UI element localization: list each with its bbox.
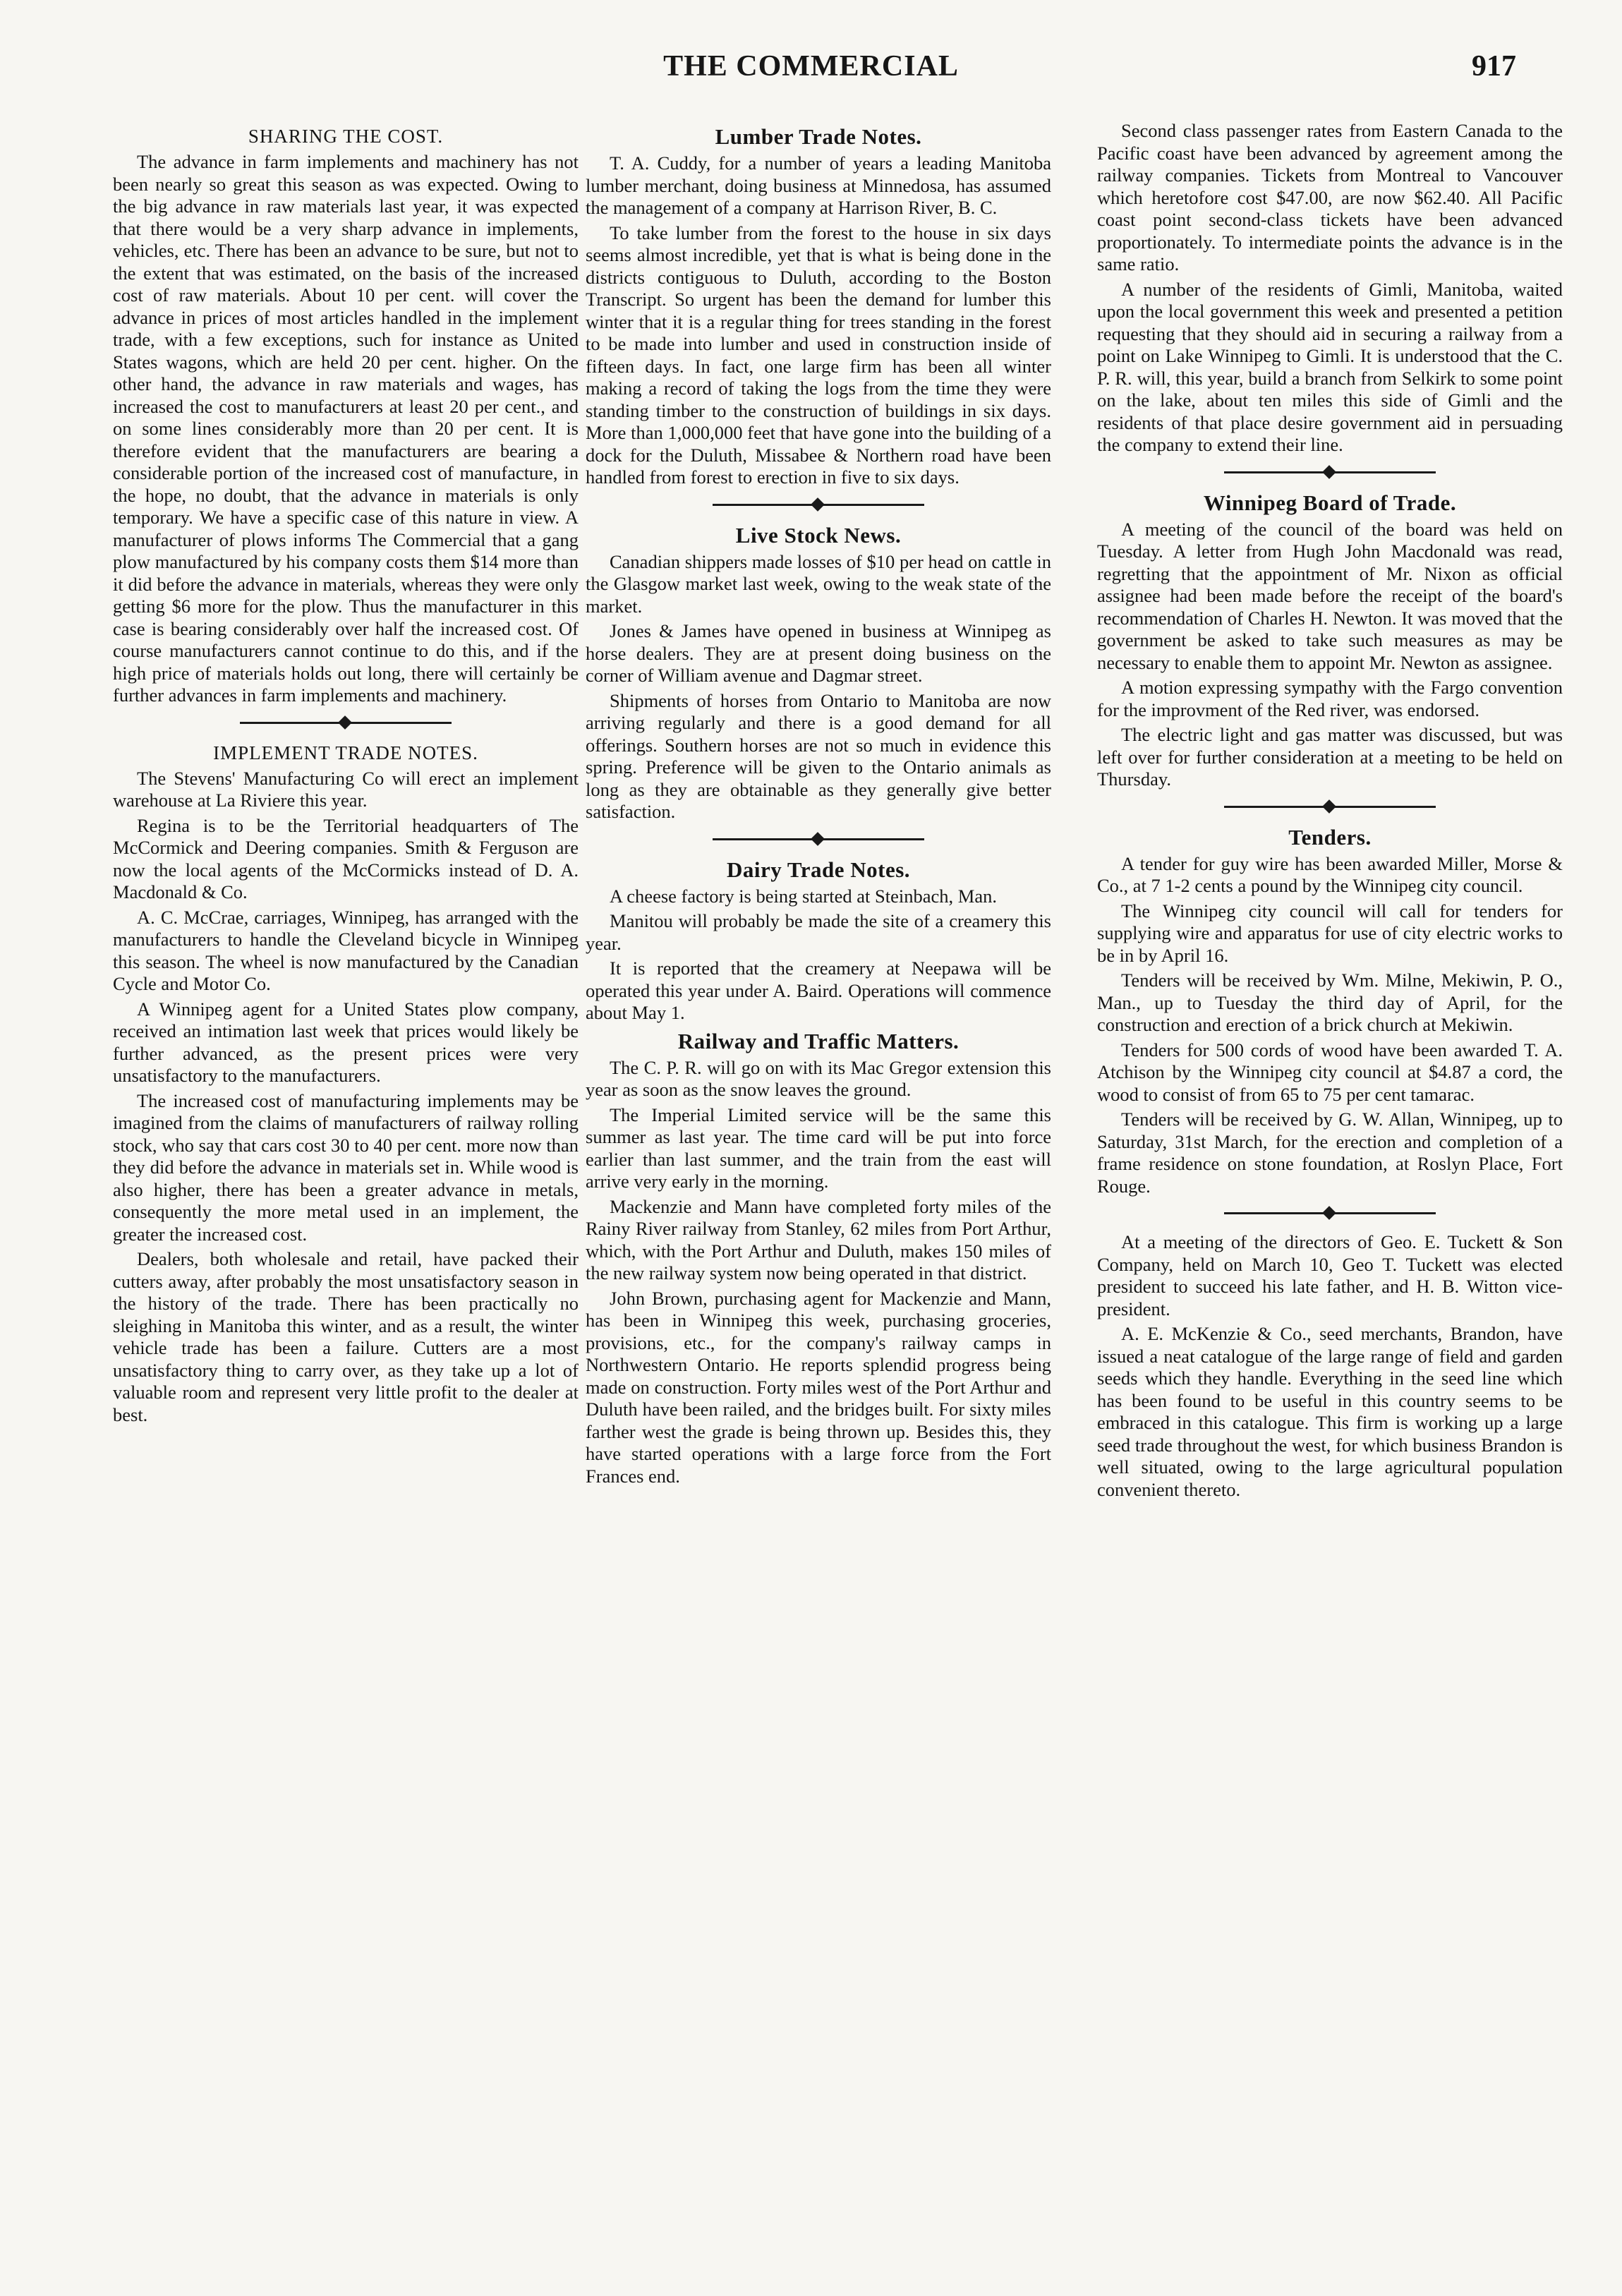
ornamental-divider	[1224, 464, 1436, 481]
article-paragraph: A number of the residents of Gimli, Manitoba, waited upon the local government this week and presented a petition requesting that they should aid in securing a railway from a point on Lake Winnipeg to Gimli. It is understood that the C. P. R. will, this year, build a branch from Selkirk to some point on the lake, about ten miles this side of Gimli and the residents of that place desire government aid in persuading the company to extend their line.	[1097, 278, 1563, 455]
column-2	[586, 120, 1051, 2265]
publication-title: THE COMMERCIAL	[663, 50, 959, 83]
section-heading: Live Stock News.	[735, 522, 902, 548]
ornamental-divider	[1224, 798, 1436, 815]
article-paragraph: A meeting of the council of the board was held on Tuesday. A letter from Hugh John Macdonald was read, regretting that the appointment of Mr. Nixon as official assignee had been made before the receipt of the board's recommendation of Charles H. Newton. It was moved that the government be asked to take such measures as may be necessary to enable them to appoint Mr. Newton as assignee.	[1097, 518, 1563, 673]
article-paragraph: The increased cost of manufacturing implements may be imagined from the claims of manufacturers of railway rolling stock, who say that cars cost 30 to 40 per cent. more now than they did before the advance in materials set in. While wood is also higher, there has been a greater advance in metals, consequently the more metal used in an implement, the greater the increased cost.	[113, 1089, 579, 1245]
column-3	[1097, 120, 1563, 2265]
section-heading: Lumber Trade Notes.	[715, 124, 922, 149]
page-number: 917	[1472, 50, 1516, 83]
article-paragraph: John Brown, purchasing agent for Mackenzie and Mann, has been in Winnipeg this week, purchasing groceries, provisions, etc., for the company's railway camps in Northwestern Ontario. He reports splendid progress being made on construction. Forty miles west of the Port Arthur and Duluth have been railed, and the bridges built. For sixty miles farther west the grade is being thrown up. Besides this, they have started operations with a large force from the Fort Frances end.	[586, 1287, 1051, 1487]
article-paragraph: Tenders will be received by G. W. Allan, Winnipeg, up to Saturday, 31st March, for the erection and completion of a frame residence on stone foundation, at Roslyn Place, Fort Rouge.	[1097, 1108, 1563, 1197]
article-paragraph: A Winnipeg agent for a United States plow company, received an intimation last week that prices would likely be further advanced, as the present prices were very unsatisfactory to the manufacturers.	[113, 998, 579, 1086]
article-paragraph: A. E. McKenzie & Co., seed merchants, Brandon, have issued a neat catalogue of the large range of field and garden seeds which they handle. Everything in the seed line which has been found to be useful in this country seems to be embraced in this catalogue. This firm is working up a large seed trade throughout the west, for which business Brandon is well situated, owing to the large agricultural population convenient thereto.	[1097, 1323, 1563, 1500]
article-paragraph: Tenders will be received by Wm. Milne, Mekiwin, P. O., Man., up to Tuesday the third day of April, for the construction and erection of a brick church at Mekiwin.	[1097, 969, 1563, 1035]
article-paragraph: The electric light and gas matter was discussed, but was left over for further consideration at a meeting to be held on Thursday.	[1097, 724, 1563, 790]
article-paragraph: At a meeting of the directors of Geo. E. Tuckett & Son Company, held on March 10, Geo T. Tuckett was elected president to succeed his late father, and H. B. Witton vice-president.	[1097, 1231, 1563, 1319]
article-paragraph: The Winnipeg city council will call for tenders for supplying wire and apparatus for use of city electric works to be in by April 16.	[1097, 900, 1563, 966]
article-paragraph: T. A. Cuddy, for a number of years a leading Manitoba lumber merchant, doing business at Minnedosa, has assumed the management of a company at Harrison River, B. C.	[586, 152, 1051, 218]
article-paragraph: Shipments of horses from Ontario to Manitoba are now arriving regularly and there is a good demand for all offerings. Southern horses are not so much in evidence this spring. Preference will be given to the Ontario animals as long as they are obtainable as they generally give better satisfaction.	[586, 689, 1051, 822]
article-paragraph: A tender for guy wire has been awarded Miller, Morse & Co., at 7 1-2 cents a pound by the Winnipeg city council.	[1097, 852, 1563, 896]
masthead	[106, 49, 1516, 106]
section-subheading: IMPLEMENT TRADE NOTES.	[213, 742, 478, 763]
section-subheading: SHARING THE COST.	[248, 126, 444, 147]
ornamental-divider	[240, 714, 452, 731]
article-paragraph: It is reported that the creamery at Neepawa will be operated this year under A. Baird. Operations will commence about May 1.	[586, 957, 1051, 1023]
ornamental-divider	[713, 496, 924, 513]
section-heading: Winnipeg Board of Trade.	[1203, 490, 1457, 515]
article-paragraph: Tenders for 500 cords of wood have been awarded T. A. Atchison by the Winnipeg city council at $4.87 a cord, the wood to consist of from 65 to 75 per cent tamarac.	[1097, 1039, 1563, 1105]
article-paragraph: A cheese factory is being started at Steinbach, Man.	[610, 885, 997, 907]
article-paragraph: The Stevens' Manufacturing Co will erect an implement warehouse at La Riviere this year.	[113, 767, 579, 811]
column-1	[113, 120, 579, 2265]
article-paragraph: The C. P. R. will go on with its Mac Gregor extension this year as soon as the snow leaves the ground.	[586, 1056, 1051, 1100]
ornamental-divider	[1224, 1204, 1436, 1221]
article-paragraph: Manitou will probably be made the site of a creamery this year.	[586, 910, 1051, 954]
section-heading: Dairy Trade Notes.	[726, 857, 911, 882]
article-paragraph: A motion expressing sympathy with the Fargo convention for the improvment of the Red river, was endorsed.	[1097, 677, 1563, 720]
article-paragraph: Dealers, both wholesale and retail, have packed their cutters away, after probably the most unsatisfactory season in the history of the trade. There has been practically no sleighing in Manitoba this winter, and as a result, the winter vehicle trade has been a failure. Cutters are a most unsatisfactory thing to carry over, as they take up a lot of valuable room and represent very little profit to the dealer at best.	[113, 1248, 579, 1425]
article-paragraph: Regina is to be the Territorial headquarters of The McCormick and Deering companies. Smith & Ferguson are now the local agents of the McCormicks instead of D. A. Macdonald & Co.	[113, 814, 579, 902]
article-paragraph: A. C. McCrae, carriages, Winnipeg, has arranged with the manufacturers to handle the Cleveland bicycle in Winnipeg this season. The wheel is now manufactured by the Canadian Cycle and Motor Co.	[113, 906, 579, 994]
section-heading: Railway and Traffic Matters.	[677, 1028, 960, 1053]
article-paragraph: The advance in farm implements and machinery has not been nearly so great this season as was expected. Owing to the big advance in raw materials last year, it was expected that there would be a very sharp advance in implements, vehicles, etc. There has been an advance to be sure, but not to the extent that was estimated, on the basis of the increased cost of raw materials. About 10 per cent. will cover the advance in prices of most articles handled in the implement trade, with a few exceptions, such for instance as United States wagons, which are held 20 per cent. higher. On the other hand, the advance in raw materials and wages, has increased the cost to manufacturers at least 20 per cent., and on some lines considerably more than 20 per cent. It is therefore evident that the manufacturers are bearing a considerable portion of the increased cost of manufacture, in the hope, no doubt, that the advance in materials is only temporary. We have a specific case of this nature in view. A manufacturer of plows informs The Commercial that a gang plow manufactured by his company costs them $14 more than it did before the advance in materials, whereas they were only getting $6 more for the plow. Thus the manufacturer in this case is bearing considerably over half the increased cost. Of course manufacturers cannot continue to do this, and if the high price of materials holds out long, there will certainly be further advances in farm implements and machinery.	[113, 151, 579, 706]
article-paragraph: The Imperial Limited service will be the same this summer as last year. The time card will be put into force earlier than last summer, and the train from the east will arrive very early in the morning.	[586, 1104, 1051, 1192]
article-paragraph: To take lumber from the forest to the house in six days seems almost incredible, yet that is what is being done in the districts contiguous to Duluth, according to the Boston Transcript. So urgent has been the demand for lumber this winter that it is a regular thing for trees standing in the forest to be made into lumber and used in construction inside of fifteen days. In fact, one large firm has been all winter making a record of taking the logs from the time they were standing timber to the construction of buildings in six days. More than 1,000,000 feet that have gone into the building of a dock for the Duluth, Missabee & Northern road have been handled from forest to erection in five to six days.	[586, 222, 1051, 488]
article-paragraph: Mackenzie and Mann have completed forty miles of the Rainy River railway from Stanley, 62 miles from Port Arthur, which, with the Port Arthur and Duluth, makes 150 miles of the new railway system now being operated in that district.	[586, 1195, 1051, 1283]
article-paragraph: Jones & James have opened in business at Winnipeg as horse dealers. They are at present doing business on the corner of William avenue and Dagmar street.	[586, 620, 1051, 686]
article-paragraph: Second class passenger rates from Eastern Canada to the Pacific coast have been advanced by agreement among the railway companies. Tickets from Montreal to Vancouver which heretofore cost $47.00, are now $62.40. All Pacific coast point second-class tickets have been advanced proportionately. To intermediate points the advance is in the same ratio.	[1097, 120, 1563, 274]
ornamental-divider	[713, 830, 924, 847]
article-paragraph: Canadian shippers made losses of $10 per head on cattle in the Glasgow market last week, owing to the weak state of the market.	[586, 550, 1051, 617]
section-heading: Tenders.	[1288, 824, 1372, 850]
